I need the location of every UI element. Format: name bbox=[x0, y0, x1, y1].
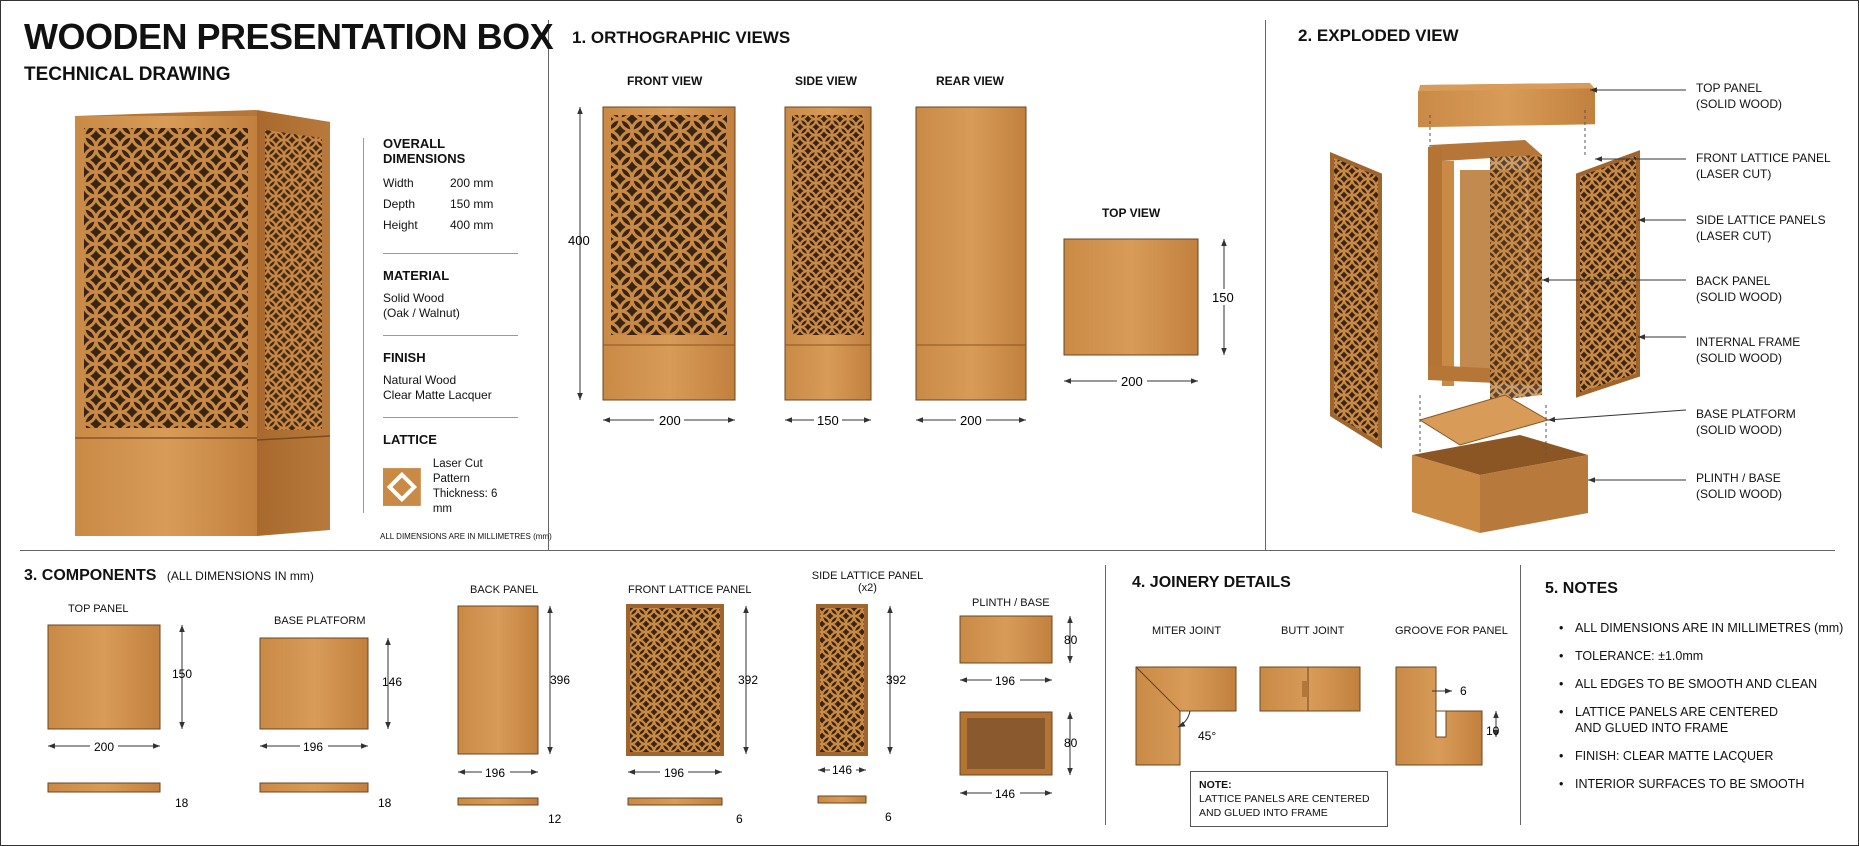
top-width-text: 200 bbox=[1121, 374, 1143, 389]
exploded-base-platform bbox=[1420, 395, 1548, 445]
comp-side-lattice bbox=[818, 606, 866, 754]
side-width-text: 150 bbox=[817, 413, 839, 428]
exploded-label-internal-frame: INTERNAL FRAME (SOLID WOOD) bbox=[1696, 335, 1801, 365]
comp-back-panel-thickness bbox=[458, 798, 538, 805]
divider-specs bbox=[363, 138, 364, 513]
exploded-front-lattice bbox=[1332, 155, 1380, 445]
comp-top-panel-thickness bbox=[48, 783, 160, 792]
note-item: • ALL EDGES TO BE SMOOTH AND CLEAN bbox=[1575, 676, 1847, 692]
spec-material-line1: Solid Wood bbox=[383, 291, 445, 305]
note-item: • LATTICE PANELS ARE CENTERED AND GLUED INTO FRAME bbox=[1575, 704, 1847, 736]
comp-front-lattice-w: 196 bbox=[664, 766, 685, 780]
joinery-drawing bbox=[1130, 655, 1510, 775]
note-item: • ALL DIMENSIONS ARE IN MILLIMETRES (mm) bbox=[1575, 620, 1847, 636]
spec-finish-heading: FINISH bbox=[383, 350, 426, 365]
exploded-label-base-platform: BASE PLATFORM (SOLID WOOD) bbox=[1696, 407, 1796, 437]
comp-top-panel-t: 18 bbox=[175, 796, 189, 810]
front-view-lattice bbox=[611, 115, 727, 335]
comp-base-platform bbox=[260, 638, 368, 729]
comp-base-platform-w: 196 bbox=[303, 740, 324, 754]
spec-material-line2: (Oak / Walnut) bbox=[383, 306, 460, 320]
box-render-front-lattice bbox=[84, 128, 248, 428]
divider-horizontal bbox=[20, 550, 1835, 551]
page-title: WOODEN PRESENTATION BOX bbox=[24, 16, 554, 57]
side-view-label: SIDE VIEW bbox=[795, 74, 858, 88]
rear-view-label: REAR VIEW bbox=[936, 74, 1005, 88]
exploded-frame-post-left bbox=[1442, 161, 1454, 386]
spec-dimensions-heading: OVERALL DIMENSIONS bbox=[383, 136, 466, 166]
spec-material-heading: MATERIAL bbox=[383, 268, 450, 283]
comp-back-panel-w: 196 bbox=[485, 766, 506, 780]
comp-top-panel-h: 150 bbox=[172, 667, 193, 681]
exploded-frame-post-front bbox=[1428, 147, 1442, 372]
groove-depth: 10 bbox=[1486, 724, 1500, 738]
comp-plinth-w1: 196 bbox=[995, 674, 1016, 688]
rear-width-text: 200 bbox=[960, 413, 982, 428]
spec-depth-row bbox=[383, 197, 518, 212]
lattice-pattern-icon bbox=[383, 467, 421, 507]
comp-back-panel-h: 396 bbox=[550, 673, 571, 687]
specs-panel bbox=[383, 136, 518, 517]
spec-height-value: 400 mm bbox=[450, 218, 494, 232]
comp-side-lattice-qty: (x2) bbox=[858, 582, 877, 594]
comp-side-lattice-label-text: SIDE LATTICE PANEL bbox=[811, 570, 924, 582]
comp-back-panel-t: 12 bbox=[548, 812, 562, 826]
comp-side-lattice-t: 6 bbox=[885, 810, 892, 824]
comp-plinth-h1: 80 bbox=[1064, 633, 1078, 647]
exploded-label-back-panel: BACK PANEL (SOLID WOOD) bbox=[1696, 274, 1782, 304]
comp-base-platform-t: 18 bbox=[378, 796, 392, 810]
exploded-side-lattice bbox=[1578, 153, 1638, 395]
ortho-drawing bbox=[560, 95, 1260, 440]
components-heading bbox=[24, 567, 314, 585]
components-heading-text: 3. COMPONENTS bbox=[24, 567, 157, 584]
spec-finish-line2: Clear Matte Lacquer bbox=[383, 388, 492, 402]
ortho-heading: 1. ORTHOGRAPHIC VIEWS bbox=[572, 28, 791, 47]
note-item: • INTERIOR SURFACES TO BE SMOOTH bbox=[1575, 776, 1847, 792]
joinery-note-text: LATTICE PANELS ARE CENTERED AND GLUED INTO FRAME bbox=[1199, 793, 1370, 819]
notes-list-wrap bbox=[1557, 620, 1847, 804]
butt-joint-label: BUTT JOINT bbox=[1281, 625, 1345, 637]
groove-joint-label: GROOVE FOR PANEL bbox=[1395, 625, 1508, 637]
box-render bbox=[60, 100, 340, 540]
exploded-label-side-lattice: SIDE LATTICE PANELS (LASER CUT) bbox=[1696, 213, 1826, 243]
comp-top-panel bbox=[48, 625, 160, 729]
front-width-text: 200 bbox=[659, 413, 681, 428]
divider-3 bbox=[1105, 565, 1106, 825]
spec-footnote: ALL DIMENSIONS ARE IN MILLIMETRES (mm) bbox=[380, 532, 552, 541]
spec-lattice-heading: LATTICE bbox=[383, 432, 437, 447]
top-view-label: TOP VIEW bbox=[1102, 206, 1161, 220]
exploded-label-plinth: PLINTH / BASE (SOLID WOOD) bbox=[1696, 471, 1782, 501]
front-height-text: 400 bbox=[568, 233, 590, 248]
comp-front-lattice-t: 6 bbox=[736, 812, 743, 826]
exploded-heading: 2. EXPLODED VIEW bbox=[1298, 26, 1459, 45]
note-item: • FINISH: CLEAR MATTE LACQUER bbox=[1575, 748, 1847, 764]
comp-front-lattice-thickness bbox=[628, 798, 722, 805]
comp-front-lattice-label: FRONT LATTICE PANEL bbox=[628, 584, 752, 596]
divider-1 bbox=[548, 20, 549, 550]
rear-view bbox=[916, 107, 1026, 400]
comp-plinth-front bbox=[960, 616, 1052, 663]
comp-side-lattice-label bbox=[800, 570, 935, 594]
spec-lattice-line1: Laser Cut Pattern bbox=[432, 458, 483, 485]
spec-finish-line1: Natural Wood bbox=[383, 373, 457, 387]
comp-top-panel-label: TOP PANEL bbox=[68, 603, 129, 615]
comp-top-panel-w: 200 bbox=[94, 740, 115, 754]
side-view-lattice bbox=[792, 115, 864, 335]
exploded-label-top-panel: TOP PANEL (SOLID WOOD) bbox=[1696, 81, 1782, 111]
comp-plinth-cavity bbox=[967, 718, 1045, 769]
comp-side-lattice-thickness bbox=[818, 796, 866, 803]
comp-base-platform-thickness bbox=[260, 783, 368, 792]
spec-height-row bbox=[383, 218, 518, 233]
comp-side-lattice-h: 392 bbox=[886, 673, 907, 687]
joinery-note bbox=[1190, 771, 1388, 827]
front-view-label: FRONT VIEW bbox=[627, 74, 703, 88]
components-heading-note: (ALL DIMENSIONS IN mm) bbox=[166, 569, 314, 583]
spec-height-label: Height bbox=[383, 218, 418, 232]
exploded-label-front-lattice: FRONT LATTICE PANEL (LASER CUT) bbox=[1696, 151, 1831, 181]
exploded-drawing bbox=[1320, 75, 1700, 545]
page-subtitle: TECHNICAL DRAWING bbox=[24, 64, 231, 85]
joinery-heading: 4. JOINERY DETAILS bbox=[1132, 574, 1291, 591]
comp-plinth-label: PLINTH / BASE bbox=[972, 597, 1050, 609]
joinery-note-heading: NOTE: bbox=[1199, 779, 1232, 791]
notes-list bbox=[1557, 620, 1847, 792]
comp-base-platform-label: BASE PLATFORM bbox=[274, 615, 366, 627]
spec-depth-label: Depth bbox=[383, 197, 416, 211]
butt-joint bbox=[1260, 667, 1360, 711]
exploded-frame-side-lattice bbox=[1490, 155, 1542, 401]
spec-lattice-line2: Thickness: 6 mm bbox=[432, 488, 498, 515]
spec-width-label: Width bbox=[383, 176, 414, 190]
comp-plinth-h2: 80 bbox=[1064, 736, 1078, 750]
top-view bbox=[1064, 239, 1198, 355]
notes-heading: 5. NOTES bbox=[1545, 580, 1618, 597]
box-render-side-lattice bbox=[265, 130, 322, 430]
comp-back-panel-label: BACK PANEL bbox=[470, 584, 539, 596]
miter-angle: 45° bbox=[1198, 729, 1217, 743]
comp-front-lattice bbox=[628, 606, 722, 754]
divider-4 bbox=[1520, 565, 1521, 825]
comp-base-platform-h: 146 bbox=[382, 675, 403, 689]
spec-depth-value: 150 mm bbox=[450, 197, 494, 211]
components-drawing bbox=[30, 600, 1090, 835]
comp-front-lattice-h: 392 bbox=[738, 673, 759, 687]
spec-width-row bbox=[383, 176, 518, 191]
comp-back-panel bbox=[458, 606, 538, 754]
spec-width-value: 200 mm bbox=[450, 176, 494, 190]
comp-plinth-w2: 146 bbox=[995, 787, 1016, 801]
comp-side-lattice-w: 146 bbox=[832, 763, 853, 777]
miter-joint-label: MITER JOINT bbox=[1152, 625, 1222, 637]
note-item: • TOLERANCE: ±1.0mm bbox=[1575, 648, 1847, 664]
divider-2 bbox=[1265, 20, 1266, 550]
top-depth-text: 150 bbox=[1212, 290, 1234, 305]
groove-width: 6 bbox=[1460, 684, 1467, 698]
